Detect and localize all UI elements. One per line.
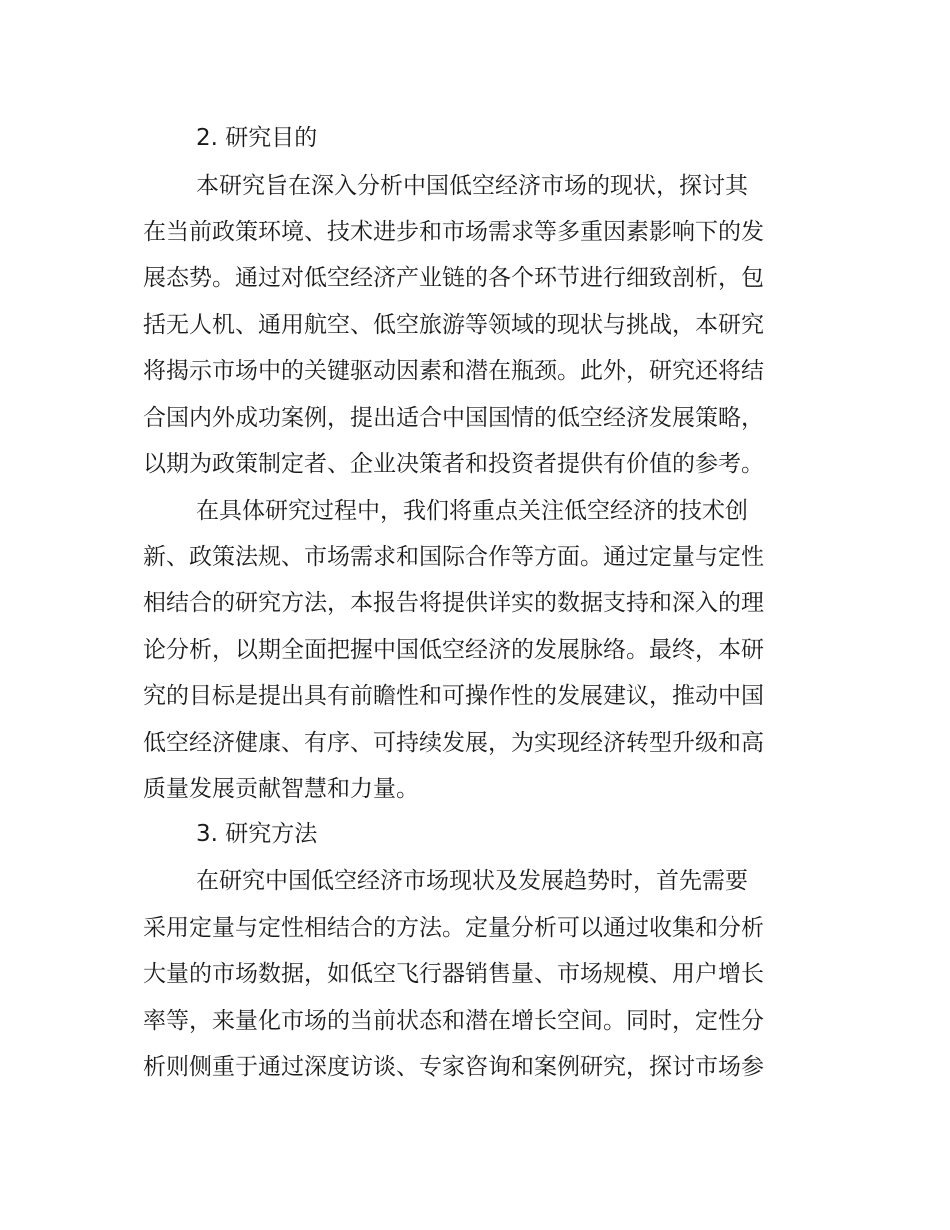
heading-text: 2. 研究目的 bbox=[196, 125, 318, 151]
paragraph-line bbox=[0, 862, 950, 900]
line-text: 究的目标是提出具有前瞻性和可操作性的发展建议，推动中国 bbox=[143, 683, 764, 709]
line-text: 论分析，以期全面把握中国低空经济的发展脉络。最终，本研 bbox=[143, 637, 764, 663]
paragraph-line bbox=[0, 399, 950, 437]
paragraph-line bbox=[0, 538, 950, 576]
paragraph-line bbox=[0, 306, 950, 344]
paragraph-line bbox=[0, 677, 950, 715]
line-text: 相结合的研究方法，本报告将提供详实的数据支持和深入的理 bbox=[143, 590, 764, 616]
line-text: 低空经济健康、有序、可持续发展，为实现经济转型升级和高 bbox=[143, 730, 764, 756]
paragraph-line bbox=[0, 1048, 950, 1086]
section-heading bbox=[0, 815, 950, 853]
paragraph-line bbox=[0, 631, 950, 669]
paragraph-line bbox=[0, 909, 950, 947]
paragraph-line bbox=[0, 770, 950, 808]
line-text: 在当前政策环境、技术进步和市场需求等多重因素影响下的发 bbox=[143, 219, 764, 245]
paragraph-line bbox=[0, 213, 950, 251]
line-text: 括无人机、通用航空、低空旅游等领域的现状与挑战，本研究 bbox=[143, 312, 764, 338]
line-text: 采用定量与定性相结合的方法。定量分析可以通过收集和分析 bbox=[143, 915, 764, 941]
line-text: 在研究中国低空经济市场现状及发展趋势时，首先需要 bbox=[196, 868, 748, 894]
line-text: 新、政策法规、市场需求和国际合作等方面。通过定量与定性 bbox=[143, 544, 764, 570]
section-heading bbox=[0, 119, 950, 157]
paragraph-line bbox=[0, 445, 950, 483]
paragraph-line bbox=[0, 259, 950, 297]
paragraph-line bbox=[0, 584, 950, 622]
heading-text: 3. 研究方法 bbox=[196, 821, 318, 847]
line-text: 合国内外成功案例，提出适合中国国情的低空经济发展策略， bbox=[143, 405, 764, 431]
paragraph-line bbox=[0, 167, 950, 205]
line-text: 展态势。通过对低空经济产业链的各个环节进行细致剖析，包 bbox=[143, 265, 764, 291]
line-text: 在具体研究过程中，我们将重点关注低空经济的技术创 bbox=[196, 498, 748, 524]
paragraph-line bbox=[0, 352, 950, 390]
line-text: 大量的市场数据，如低空飞行器销售量、市场规模、用户增长 bbox=[143, 961, 764, 987]
paragraph-line bbox=[0, 1002, 950, 1040]
line-text: 质量发展贡献智慧和力量。 bbox=[143, 776, 419, 802]
paragraph-line bbox=[0, 492, 950, 530]
line-text: 以期为政策制定者、企业决策者和投资者提供有价值的参考。 bbox=[143, 451, 764, 477]
line-text: 本研究旨在深入分析中国低空经济市场的现状，探讨其 bbox=[196, 173, 748, 199]
line-text: 析则侧重于通过深度访谈、专家咨询和案例研究，探讨市场参 bbox=[143, 1054, 764, 1080]
line-text: 将揭示市场中的关键驱动因素和潜在瓶颈。此外，研究还将结 bbox=[143, 358, 764, 384]
paragraph-line bbox=[0, 724, 950, 762]
line-text: 率等，来量化市场的当前状态和潜在增长空间。同时，定性分 bbox=[143, 1008, 764, 1034]
paragraph-line bbox=[0, 955, 950, 993]
